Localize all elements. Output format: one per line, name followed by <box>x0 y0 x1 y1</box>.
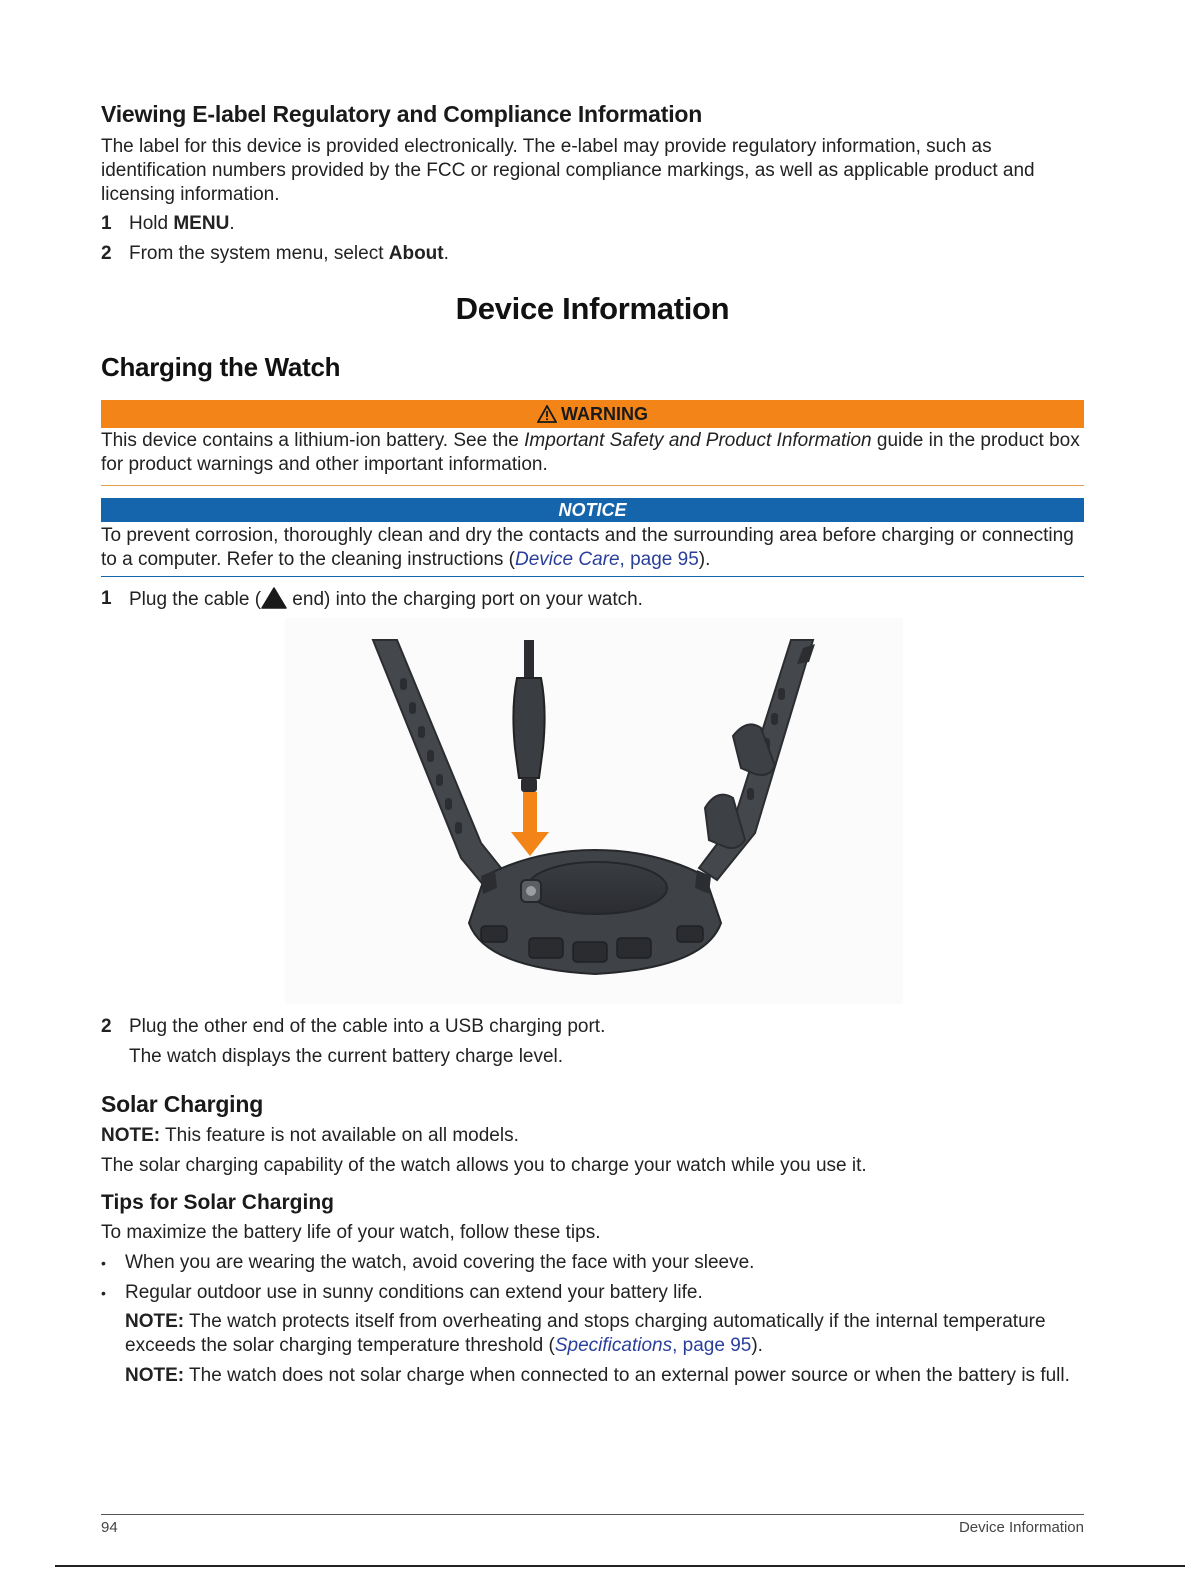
chapter-title: Device Information <box>455 291 730 326</box>
tip-text: Regular outdoor use in sunny conditions can extend your battery life. <box>125 1282 703 1303</box>
notice-text: To prevent corrosion, thoroughly clean and dry the contacts and the surrounding area before charging or connecting to a computer. Refer to the cleaning instructions (Device Care, page 95). <box>101 525 1074 570</box>
tips-intro: To maximize the battery life of your watch, follow these tips. <box>101 1222 601 1243</box>
device-care-link[interactable]: Device Care, page 95 <box>515 549 699 570</box>
step-number: 2 <box>101 1016 112 1037</box>
bottom-edge-rule <box>55 1565 1185 1567</box>
step-number: 1 <box>101 588 112 609</box>
warning-triangle-icon <box>537 405 557 423</box>
watch-charging-illustration <box>285 618 903 1004</box>
warning-text: This device contains a lithium-ion battery. See the Important Safety and Product Information guide in the product box for product warnings and other important information. <box>101 430 1080 475</box>
specifications-link[interactable]: Specifications, page 95 <box>554 1335 752 1356</box>
warning-divider <box>101 485 1084 486</box>
step-number: 2 <box>101 243 112 264</box>
solar-body: The solar charging capability of the watch allows you to charge your watch while you use it. <box>101 1155 867 1176</box>
menu-key: MENU <box>173 213 230 234</box>
tips-heading: Tips for Solar Charging <box>101 1191 334 1214</box>
charging-heading: Charging the Watch <box>101 352 341 382</box>
solar-heading: Solar Charging <box>101 1091 264 1117</box>
footer-section-title: Device Information <box>958 1519 1084 1536</box>
tip-text: When you are wearing the watch, avoid covering the face with your sleeve. <box>125 1252 755 1273</box>
bullet-dot: • <box>101 1285 106 1301</box>
cable-end-triangle-icon <box>261 587 287 609</box>
step-text: Plug the cable ( end) into the charging port on your watch. <box>129 589 643 610</box>
warning-banner <box>101 400 1084 428</box>
step-text: Hold MENU. <box>129 213 235 234</box>
step-text: Plug the other end of the cable into a USB charging port. <box>129 1016 606 1037</box>
step-number: 1 <box>101 213 112 234</box>
elabel-body: The label for this device is provided electronically. The e-label may provide regulatory information, such as identification numbers provided by the FCC or regional compliance markings, as well as applicable product and licensing information. <box>101 136 1035 205</box>
tip-note-overheating: NOTE: The watch protects itself from overheating and stops charging automatically if the internal temperature exceeds the solar charging temperature threshold (Specifications, page 95). <box>125 1311 1046 1356</box>
notice-banner <box>101 498 1084 522</box>
bullet-dot: • <box>101 1255 106 1271</box>
step-text: From the system menu, select About. <box>129 243 449 264</box>
step-2-result: The watch displays the current battery charge level. <box>129 1046 564 1067</box>
solar-note: NOTE: This feature is not available on all models. <box>101 1125 519 1146</box>
tip-note-external-power: NOTE: The watch does not solar charge when connected to an external power source or when the battery is full. <box>125 1365 1070 1386</box>
footer-divider <box>101 1514 1084 1515</box>
warning-label: WARNING <box>561 404 648 424</box>
notice-label: NOTICE <box>558 500 627 520</box>
notice-divider <box>101 576 1084 577</box>
page-number: 94 <box>101 1519 118 1536</box>
about-option: About <box>388 243 444 264</box>
elabel-heading: Viewing E-label Regulatory and Compliance Information <box>101 101 703 127</box>
